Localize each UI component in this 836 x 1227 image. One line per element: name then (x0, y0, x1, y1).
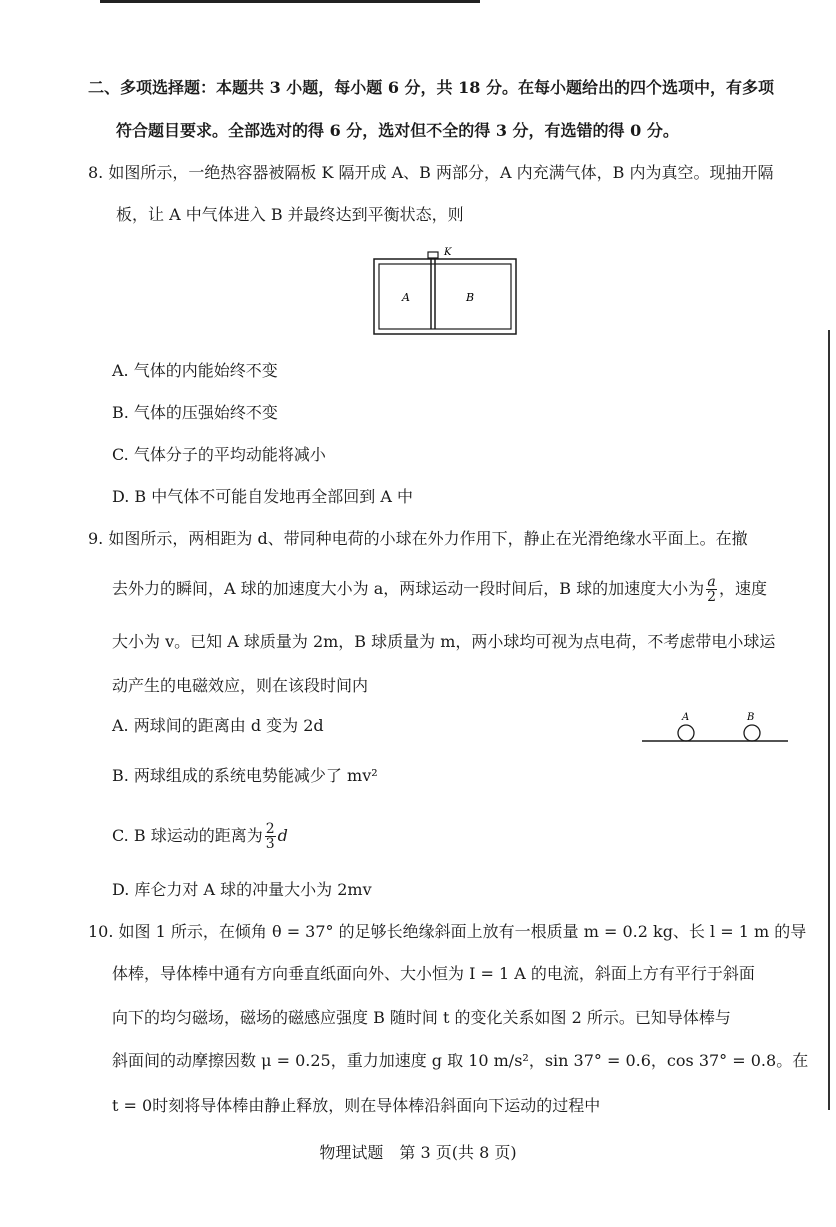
ball-b-label: B (747, 712, 755, 723)
q10-stem-line-4: 斜面间的动摩擦因数 μ = 0.25，重力加速度 g 取 10 m/s²，sin 37° = 0.6，cos 37° = 0.8。在 (112, 1051, 809, 1070)
section-heading-line-2: 符合题目要求。全部选对的得 6 分，选对但不全的得 3 分，有选错的得 0 分。 (116, 121, 679, 140)
q9-stem-line-3: 大小为 v。已知 A 球质量为 2m，B 球质量为 m，两小球均可视为点电荷，不考虑带电小球运 (112, 632, 776, 651)
q10-stem-line-2: 体棒，导体棒中通有方向垂直纸面向外、大小恒为 I = 1 A 的电流，斜面上方有平行于斜面 (112, 964, 755, 983)
label-k: K (444, 247, 452, 258)
q9-stem-line-4: 动产生的电磁效应，则在该段时间内 (112, 676, 369, 695)
q8-stem-line-1: 8. 如图所示，一绝热容器被隔板 K 隔开成 A、B 两部分，A 内充满气体，B 内为真空。现抽开隔 (88, 163, 774, 182)
q9-balls-figure (640, 708, 792, 748)
q8-option-d: D. B 中气体不可能自发地再全部回到 A 中 (112, 487, 414, 506)
fraction-a-over-2 (706, 575, 717, 604)
fraction-numerator: a (707, 574, 716, 590)
ball-a-label: A (682, 712, 690, 723)
q8-container-figure (370, 245, 530, 340)
outer-wall (374, 259, 516, 334)
q9-option-b: B. 两球组成的系统电势能减少了 mv² (112, 766, 378, 785)
q9-stem-line-2 (112, 575, 767, 604)
q9-stem-line-2-text: 去外力的瞬间，A 球的加速度大小为 a，两球运动一段时间后，B 球的加速度大小为 (112, 579, 705, 598)
ball-b (744, 725, 760, 741)
top-border-line (100, 0, 480, 3)
page-footer: 物理试题 第 3 页(共 8 页) (319, 1143, 517, 1162)
ball-a (678, 725, 694, 741)
q8-stem-line-2: 板，让 A 中气体进入 B 并最终达到平衡状态，则 (116, 205, 464, 224)
fraction-numerator: 2 (265, 821, 275, 837)
q9-option-d: D. 库仑力对 A 球的冲量大小为 2mv (112, 880, 372, 899)
q9-option-c (112, 822, 288, 851)
q10-stem-line-1: 10. 如图 1 所示，在倾角 θ = 37° 的足够长绝缘斜面上放有一根质量 m = 0.2 kg、长 l = 1 m 的导 (88, 922, 807, 941)
partition-handle (428, 252, 438, 258)
q8-option-c: C. 气体分子的平均动能将减小 (112, 445, 326, 464)
label-a: A (402, 291, 410, 304)
section-heading-line-1: 二、多项选择题：本题共 3 小题，每小题 6 分，共 18 分。在每小题给出的四个选项中，有多项 (88, 78, 774, 97)
label-b: B (466, 291, 475, 304)
q9-option-c-text: C. B 球运动的距离为 (112, 826, 263, 845)
right-border-line (828, 330, 830, 1110)
q8-option-a: A. 气体的内能始终不变 (112, 361, 278, 380)
fraction-2-over-3 (265, 822, 276, 851)
fraction-denominator: 2 (707, 589, 717, 605)
q9-stem-line-2-tail: ，速度 (719, 579, 768, 598)
q8-option-b: B. 气体的压强始终不变 (112, 403, 278, 422)
q9-stem-line-1: 9. 如图所示，两相距为 d、带同种电荷的小球在外力作用下，静止在光滑绝缘水平面上。在撤 (88, 529, 748, 548)
q9-option-a: A. 两球间的距离由 d 变为 2d (112, 716, 324, 735)
q10-stem-line-3: 向下的均匀磁场，磁场的磁感应强度 B 随时间 t 的变化关系如图 2 所示。已知导体棒与 (112, 1008, 731, 1027)
fraction-denominator: 3 (265, 836, 275, 852)
q9-option-c-variable: d (277, 826, 288, 845)
inner-wall (379, 264, 511, 329)
q10-stem-line-5: t = 0时刻将导体棒由静止释放，则在导体棒沿斜面向下运动的过程中 (112, 1096, 601, 1115)
